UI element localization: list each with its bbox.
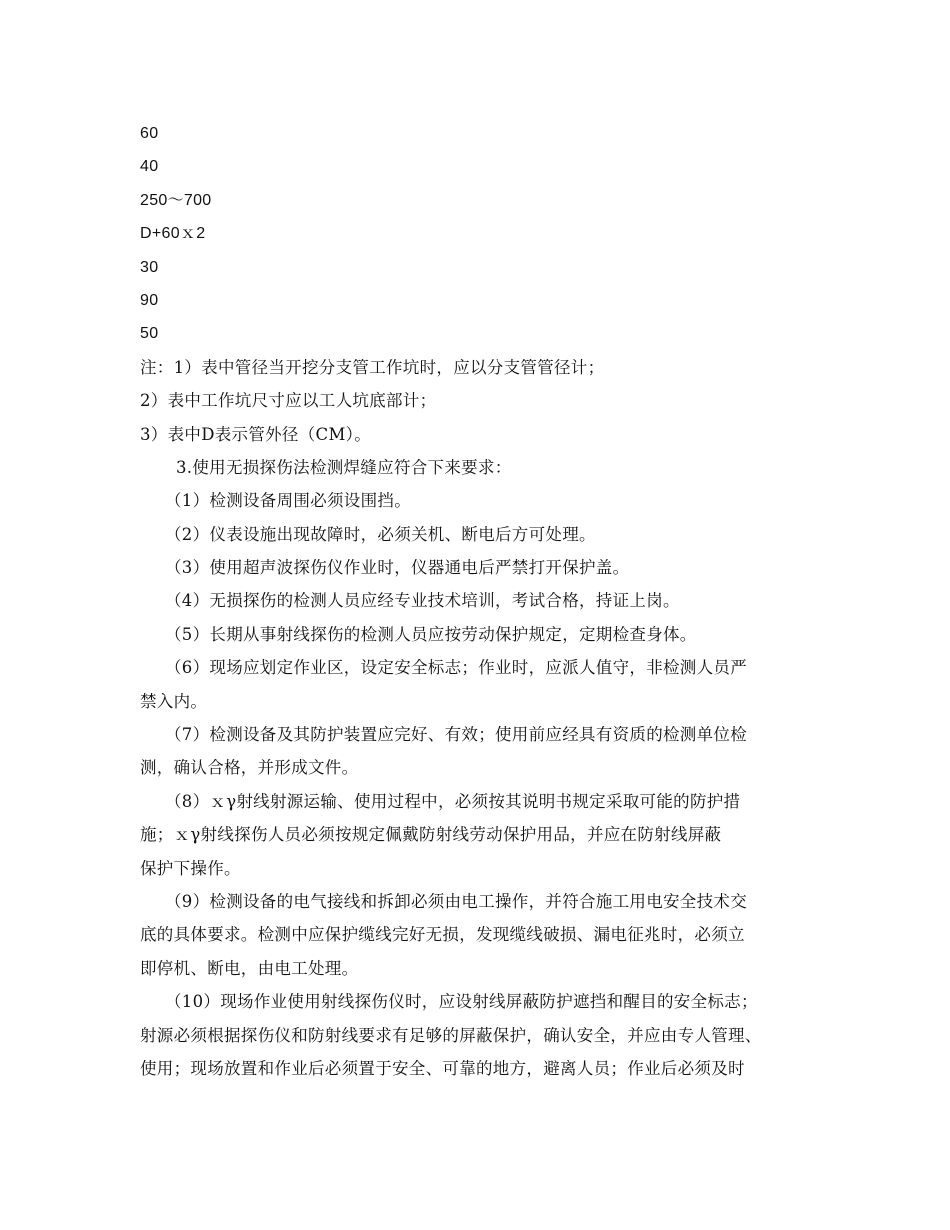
- list-item-continuation: 施；ｘγ射线探伤人员必须按规定佩戴防射线劳动保护用品，并应在防射线屏蔽: [140, 825, 722, 845]
- list-item: （9）检测设备的电气接线和拆卸必须由电工操作，并符合施工用电安全技术交: [165, 891, 747, 911]
- list-item-continuation: 使用；现场放置和作业后必须置于安全、可靠的地方，避离人员；作业后必须及时: [140, 1058, 745, 1078]
- document-body: [140, 117, 820, 1085]
- list-item: （10）现场作业使用射线探伤仪时，应设射线屏蔽防护遮挡和醒目的安全标志；: [165, 992, 758, 1012]
- list-item-continuation: 射源必须根据探伤仪和防射线要求有足够的屏蔽保护，确认安全，并应由专人管理、: [140, 1025, 762, 1045]
- table-value: 30: [140, 258, 159, 276]
- list-item: （6）现场应划定作业区，设定安全标志；作业时，应派人值守，非检测人员严: [165, 658, 747, 678]
- list-item: （4）无损探伤的检测人员应经专业技术培训，考试合格，持证上岗。: [165, 591, 680, 611]
- table-note: 2）表中工作坑尺寸应以工人坑底部计；: [140, 391, 437, 411]
- list-item-continuation: 底的具体要求。检测中应保护缆线完好无损，发现缆线破损、漏电征兆时，必须立: [140, 925, 745, 945]
- table-note: 注：1）表中管径当开挖分支管工作坑时，应以分支管管径计；: [140, 357, 605, 377]
- list-item: （7）检测设备及其防护装置应完好、有效；使用前应经具有资质的检测单位检: [165, 725, 747, 745]
- list-item: （8）ｘγ射线射源运输、使用过程中，必须按其说明书规定采取可能的防护措: [165, 791, 741, 811]
- table-value: 60: [140, 125, 159, 142]
- table-value: 90: [140, 291, 159, 309]
- list-item-continuation: 即停机、断电，由电工处理。: [140, 958, 359, 978]
- table-value: 50: [140, 325, 159, 343]
- table-value: 250～700: [140, 191, 212, 209]
- table-value: 40: [140, 158, 159, 176]
- table-value: D+60ｘ2: [140, 225, 206, 243]
- list-item: （1）检测设备周围必须设围挡。: [165, 491, 411, 511]
- list-item: （2）仪表设施出现故障时，必须关机、断电后方可处理。: [165, 524, 596, 544]
- list-item-continuation: 保护下操作。: [140, 858, 241, 878]
- list-item-continuation: 禁入内。: [140, 691, 208, 711]
- table-note: 3）表中D表示管外径（CM）。: [140, 424, 371, 444]
- section-heading: 3.使用无损探伤法检测焊缝应符合下来要求：: [176, 457, 512, 477]
- list-item-continuation: 测，确认合格，并形成文件。: [140, 758, 359, 778]
- list-item: （5）长期从事射线探伤的检测人员应按劳动保护规定，定期检查身体。: [165, 624, 697, 644]
- list-item: （3）使用超声波探伤仪作业时，仪器通电后严禁打开保护盖。: [165, 558, 630, 578]
